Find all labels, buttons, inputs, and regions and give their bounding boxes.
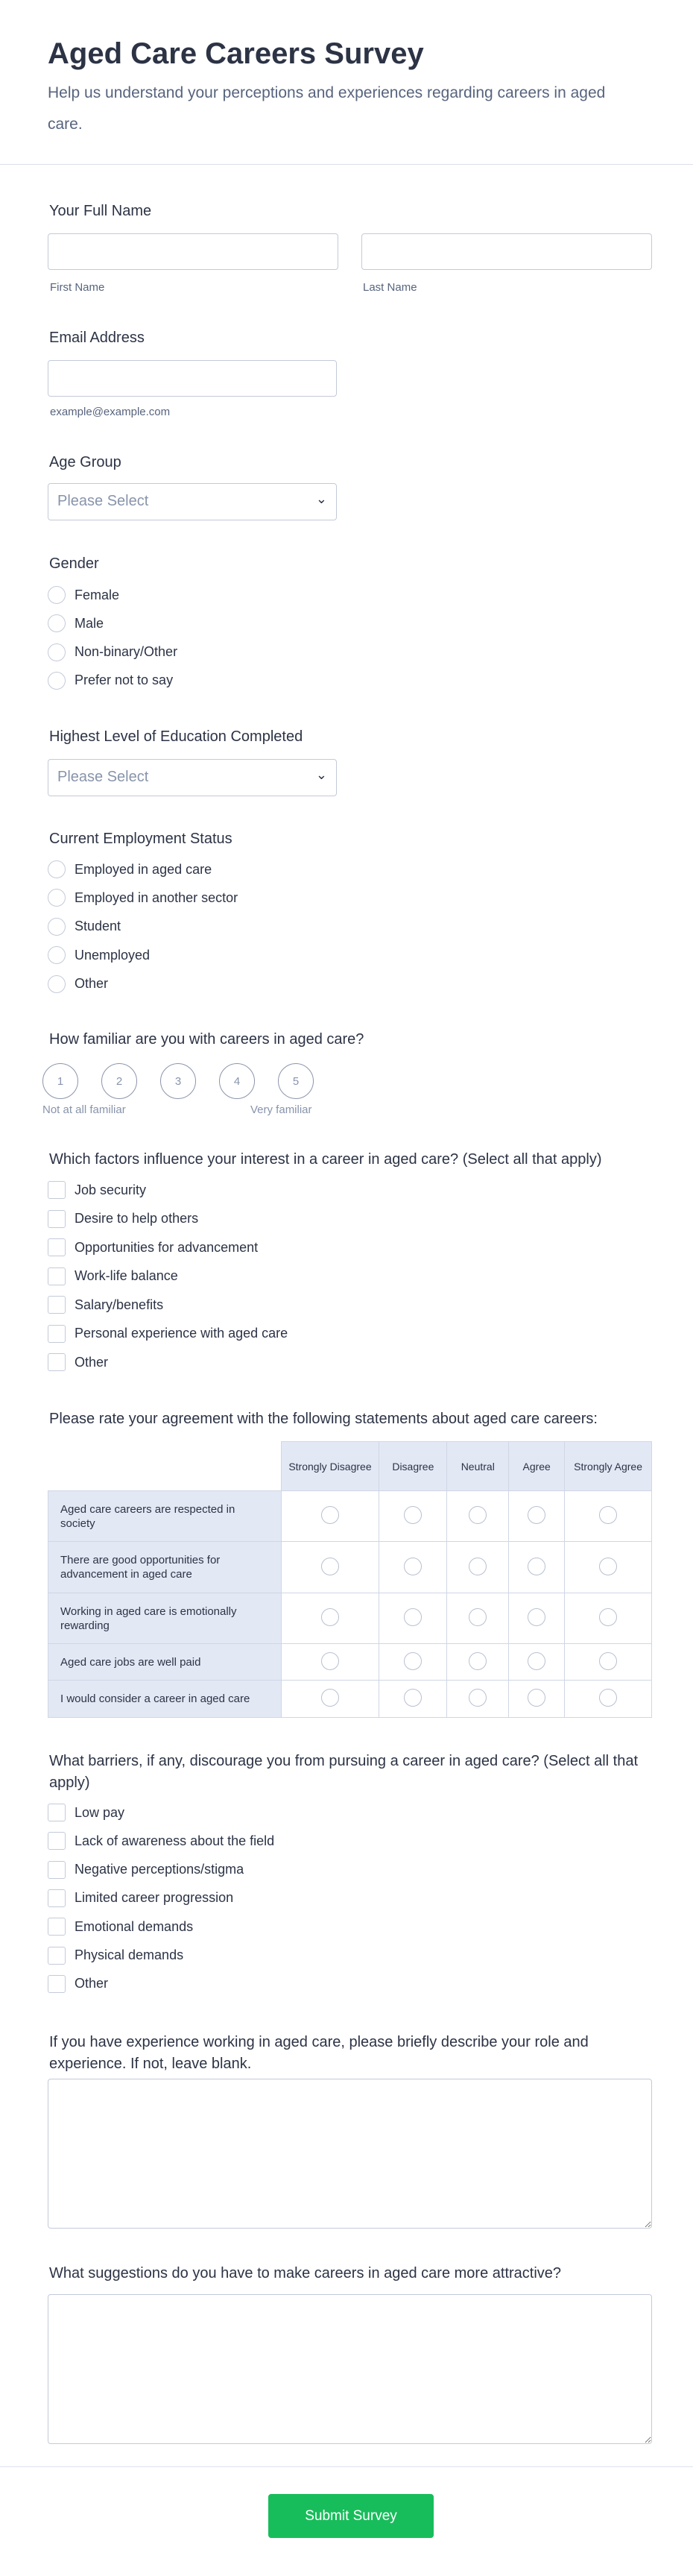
matrix-row-label: Aged care jobs are well paid xyxy=(48,1644,282,1681)
matrix-column-header: Strongly Agree xyxy=(565,1442,652,1491)
matrix-cell xyxy=(565,1681,652,1718)
matrix-radio[interactable] xyxy=(528,1689,545,1707)
radio-button[interactable] xyxy=(48,889,66,907)
education-placeholder: Please Select xyxy=(57,769,149,785)
radio-button[interactable] xyxy=(48,975,66,993)
familiarity-label: How familiar are you with careers in aged care? xyxy=(49,1031,364,1048)
matrix-cell xyxy=(509,1681,565,1718)
matrix-cell xyxy=(379,1542,447,1593)
matrix-cell xyxy=(447,1593,509,1644)
matrix-row xyxy=(48,1681,652,1718)
option-label: Female xyxy=(75,587,120,602)
option-label: Unemployed xyxy=(75,947,151,963)
matrix-row-label: Working in aged care is emotionally rewarding xyxy=(48,1593,282,1644)
matrix-radio[interactable] xyxy=(599,1506,617,1524)
scale-option-2[interactable]: 2 xyxy=(101,1063,137,1099)
matrix-radio[interactable] xyxy=(321,1689,339,1707)
matrix-radio[interactable] xyxy=(599,1652,617,1670)
matrix-radio[interactable] xyxy=(404,1689,422,1707)
matrix-radio[interactable] xyxy=(528,1652,545,1670)
matrix-label: Please rate your agreement with the following statements about aged care careers: xyxy=(49,1411,598,1427)
option-label: Other xyxy=(75,1976,109,1991)
barriers-option[interactable] xyxy=(48,1974,108,1994)
matrix-cell xyxy=(379,1593,447,1644)
full-name-label: Your Full Name xyxy=(49,203,152,219)
footer-divider xyxy=(0,2466,693,2467)
checkbox[interactable] xyxy=(48,1918,66,1936)
barriers-option[interactable] xyxy=(48,1888,233,1909)
matrix-cell xyxy=(509,1542,565,1593)
option-label: Opportunities for advancement xyxy=(75,1239,259,1255)
email-input[interactable] xyxy=(48,360,337,397)
option-label: Desire to help others xyxy=(75,1211,199,1226)
radio-button[interactable] xyxy=(48,946,66,964)
option-label: Low pay xyxy=(75,1804,125,1820)
option-label: Personal experience with aged care xyxy=(75,1326,288,1341)
matrix-cell xyxy=(447,1491,509,1542)
checkbox[interactable] xyxy=(48,1325,66,1343)
factors-option[interactable] xyxy=(48,1209,198,1229)
scale-high-label: Very familiar xyxy=(250,1103,312,1116)
chevron-down-icon: ⌄ xyxy=(315,491,327,506)
matrix-row xyxy=(48,1491,652,1542)
option-label: Emotional demands xyxy=(75,1918,194,1934)
matrix-radio[interactable] xyxy=(599,1689,617,1707)
email-sublabel: example@example.com xyxy=(50,406,171,418)
employment-option[interactable] xyxy=(48,916,121,937)
matrix-cell xyxy=(379,1491,447,1542)
matrix-radio[interactable] xyxy=(321,1608,339,1626)
radio-button[interactable] xyxy=(48,586,66,604)
option-label: Other xyxy=(75,1354,109,1370)
gender-option[interactable] xyxy=(48,613,104,634)
barriers-option[interactable] xyxy=(48,1830,274,1851)
agreement-matrix xyxy=(48,1441,652,1718)
factors-option[interactable] xyxy=(48,1352,108,1373)
checkbox[interactable] xyxy=(48,1210,66,1228)
option-label: Salary/benefits xyxy=(75,1297,164,1312)
radio-button[interactable] xyxy=(48,614,66,632)
radio-button[interactable] xyxy=(48,643,66,661)
checkbox[interactable] xyxy=(48,1267,66,1285)
barriers-option[interactable] xyxy=(48,1916,193,1937)
employment-option[interactable] xyxy=(48,974,108,995)
age-group-placeholder: Please Select xyxy=(57,493,149,509)
matrix-radio[interactable] xyxy=(404,1558,422,1575)
matrix-cell xyxy=(447,1681,509,1718)
factors-option[interactable] xyxy=(48,1180,146,1200)
matrix-radio[interactable] xyxy=(469,1506,487,1524)
option-label: Student xyxy=(75,919,121,934)
suggestions-textarea[interactable] xyxy=(48,2294,652,2444)
option-label: Non-binary/Other xyxy=(75,644,178,660)
matrix-cell xyxy=(565,1542,652,1593)
matrix-radio[interactable] xyxy=(528,1558,545,1575)
employment-label: Current Employment Status xyxy=(49,831,232,847)
education-select[interactable] xyxy=(48,759,337,796)
matrix-column-header: Agree xyxy=(509,1442,565,1491)
header-divider xyxy=(0,164,693,165)
education-label: Highest Level of Education Completed xyxy=(49,728,303,745)
option-label: Other xyxy=(75,976,109,992)
last-name-sublabel: Last Name xyxy=(363,281,417,294)
matrix-corner xyxy=(48,1442,282,1491)
scale-option-1[interactable]: 1 xyxy=(42,1063,78,1099)
checkbox[interactable] xyxy=(48,1861,66,1879)
matrix-row xyxy=(48,1644,652,1681)
matrix-cell xyxy=(281,1491,379,1542)
matrix-radio[interactable] xyxy=(404,1608,422,1626)
checkbox[interactable] xyxy=(48,1975,66,1993)
gender-label: Gender xyxy=(49,555,99,572)
matrix-cell xyxy=(281,1681,379,1718)
option-label: Job security xyxy=(75,1182,147,1197)
option-label: Employed in aged care xyxy=(75,861,212,877)
page-subtitle: Help us understand your perceptions and experiences regarding careers in aged care. xyxy=(48,84,606,133)
matrix-row-label: Aged care careers are respected in society xyxy=(48,1491,282,1542)
matrix-radio[interactable] xyxy=(404,1506,422,1524)
matrix-radio[interactable] xyxy=(404,1652,422,1670)
matrix-column-header: Strongly Disagree xyxy=(281,1442,379,1491)
checkbox[interactable] xyxy=(48,1947,66,1965)
gender-option[interactable] xyxy=(48,670,173,691)
checkbox[interactable] xyxy=(48,1889,66,1907)
experience-textarea[interactable] xyxy=(48,2079,652,2229)
gender-option[interactable] xyxy=(48,585,119,605)
matrix-radio[interactable] xyxy=(321,1652,339,1670)
age-group-select[interactable] xyxy=(48,483,337,520)
first-name-sublabel: First Name xyxy=(50,281,105,294)
matrix-cell xyxy=(281,1593,379,1644)
matrix-radio[interactable] xyxy=(469,1652,487,1670)
factors-option[interactable] xyxy=(48,1323,288,1344)
matrix-radio[interactable] xyxy=(469,1608,487,1626)
employment-option[interactable] xyxy=(48,945,150,966)
option-label: Work-life balance xyxy=(75,1268,178,1283)
matrix-column-header: Disagree xyxy=(379,1442,447,1491)
matrix-cell xyxy=(509,1644,565,1681)
checkbox[interactable] xyxy=(48,1238,66,1256)
matrix-row xyxy=(48,1593,652,1644)
checkbox[interactable] xyxy=(48,1832,66,1850)
age-group-label: Age Group xyxy=(49,454,121,470)
checkbox[interactable] xyxy=(48,1181,66,1199)
scale-low-label: Not at all familiar xyxy=(42,1103,126,1116)
barriers-option[interactable] xyxy=(48,1945,183,1966)
matrix-radio[interactable] xyxy=(599,1558,617,1575)
factors-label: Which factors influence your interest in a career in aged care? (Select all that apply) xyxy=(49,1151,602,1168)
option-label: Prefer not to say xyxy=(75,673,174,688)
matrix-cell xyxy=(565,1491,652,1542)
barriers-option[interactable] xyxy=(48,1802,124,1823)
factors-option[interactable] xyxy=(48,1266,178,1287)
scale-option-3[interactable]: 3 xyxy=(160,1063,196,1099)
suggestions-label: What suggestions do you have to make careers in aged care more attractive? xyxy=(49,2265,562,2281)
matrix-radio[interactable] xyxy=(469,1689,487,1707)
factors-option[interactable] xyxy=(48,1294,163,1315)
matrix-cell xyxy=(281,1644,379,1681)
option-label: Limited career progression xyxy=(75,1890,234,1906)
matrix-cell xyxy=(281,1542,379,1593)
experience-label: If you have experience working in aged care, please briefly describe your role and experience. If not, leave blank. xyxy=(49,2034,589,2072)
option-label: Physical demands xyxy=(75,1947,184,1962)
last-name-input[interactable] xyxy=(361,233,652,270)
matrix-row-label: There are good opportunities for advancement in aged care xyxy=(48,1542,282,1593)
matrix-radio[interactable] xyxy=(528,1608,545,1626)
gender-option[interactable] xyxy=(48,642,177,663)
employment-option[interactable] xyxy=(48,887,238,908)
scale-option-4[interactable]: 4 xyxy=(219,1063,255,1099)
matrix-cell xyxy=(565,1644,652,1681)
checkbox[interactable] xyxy=(48,1296,66,1314)
barriers-label: What barriers, if any, discourage you from pursuing a career in aged care? (Select all that apply) xyxy=(49,1753,639,1791)
checkbox[interactable] xyxy=(48,1804,66,1821)
radio-button[interactable] xyxy=(48,860,66,878)
matrix-column-header: Neutral xyxy=(447,1442,509,1491)
submit-survey-button[interactable]: Submit Survey xyxy=(268,2494,434,2538)
matrix-radio[interactable] xyxy=(321,1506,339,1524)
option-label: Employed in another sector xyxy=(75,889,238,905)
matrix-cell xyxy=(565,1593,652,1644)
matrix-cell xyxy=(447,1542,509,1593)
option-label: Male xyxy=(75,615,104,631)
option-label: Negative perceptions/stigma xyxy=(75,1862,244,1877)
barriers-option[interactable] xyxy=(48,1859,244,1880)
email-label: Email Address xyxy=(49,330,145,346)
employment-option[interactable] xyxy=(48,859,212,880)
matrix-row-label: I would consider a career in aged care xyxy=(48,1681,282,1718)
matrix-cell xyxy=(509,1593,565,1644)
option-label: Lack of awareness about the field xyxy=(75,1833,275,1848)
matrix-radio[interactable] xyxy=(599,1608,617,1626)
matrix-row xyxy=(48,1542,652,1593)
matrix-cell xyxy=(509,1491,565,1542)
matrix-radio[interactable] xyxy=(528,1506,545,1524)
matrix-cell xyxy=(447,1644,509,1681)
radio-button[interactable] xyxy=(48,672,66,690)
page-title: Aged Care Careers Survey xyxy=(48,37,424,70)
scale-option-5[interactable]: 5 xyxy=(278,1063,314,1099)
checkbox[interactable] xyxy=(48,1353,66,1371)
matrix-cell xyxy=(379,1644,447,1681)
factors-option[interactable] xyxy=(48,1237,258,1258)
matrix-cell xyxy=(379,1681,447,1718)
radio-button[interactable] xyxy=(48,918,66,936)
matrix-radio[interactable] xyxy=(321,1558,339,1575)
first-name-input[interactable] xyxy=(48,233,338,270)
matrix-radio[interactable] xyxy=(469,1558,487,1575)
chevron-down-icon: ⌄ xyxy=(315,767,327,782)
